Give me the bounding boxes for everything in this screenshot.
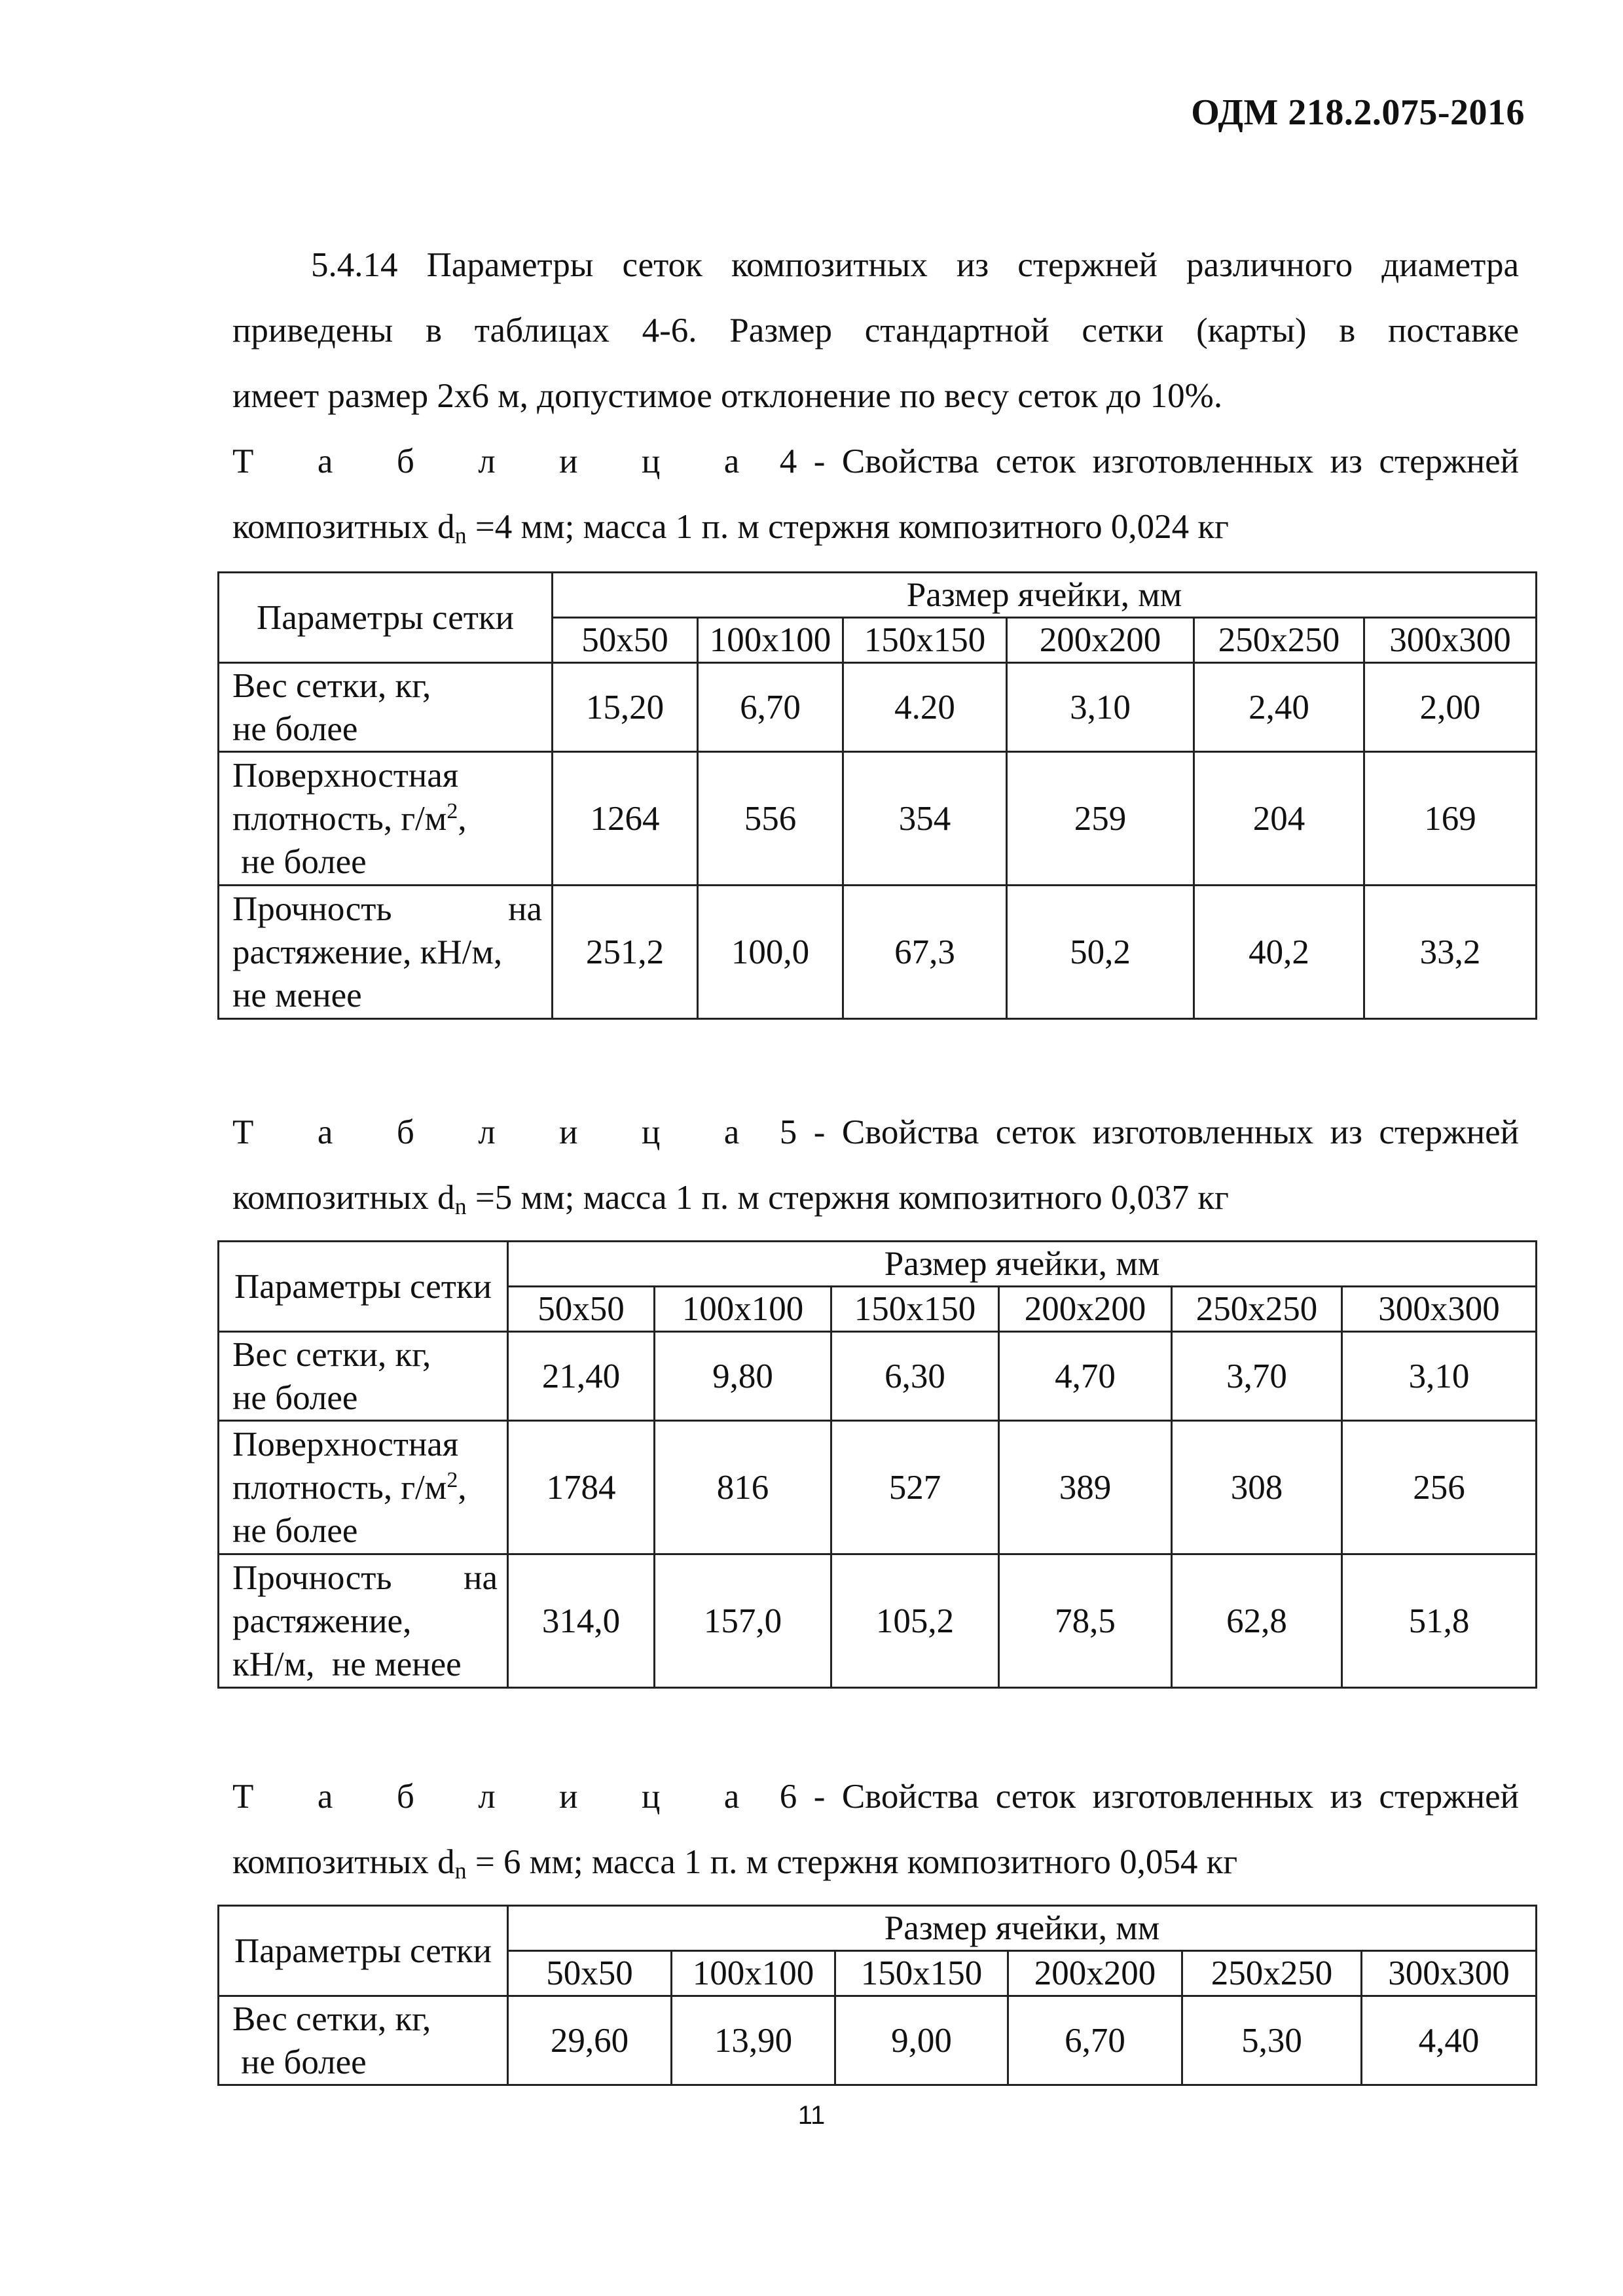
table-cell: 5,30 (1182, 1996, 1362, 2085)
table-6-col-header: 100х100 (672, 1951, 835, 1996)
table-cell: 6,30 (831, 1332, 999, 1421)
document-code: ОДМ 218.2.075-2016 (1191, 92, 1525, 133)
row-label: Вес сетки, кг, не более (219, 1332, 508, 1421)
table-4-col-header: 100х100 (698, 618, 843, 663)
table-cell: 527 (831, 1421, 999, 1554)
table-cell: 169 (1364, 752, 1537, 886)
table-cell: 251,2 (553, 886, 698, 1019)
table-cell: 1264 (553, 752, 698, 886)
table-cell: 4,70 (999, 1332, 1172, 1421)
table-cell: 2,40 (1194, 663, 1364, 752)
row-label: Вес сетки, кг, не более (219, 1996, 508, 2085)
table-cell: 29,60 (508, 1996, 672, 2085)
table-6-param-header: Параметры сетки (219, 1906, 508, 1996)
table-row (219, 1421, 1537, 1554)
table-cell: 354 (843, 752, 1007, 886)
page-number: 11 (797, 2101, 826, 2130)
row-label: Прочность на растяжение, кН/м, не менее (219, 886, 553, 1019)
table-6-caption-line-1: Т а б л и ц а 6 - Свойства сеток изготовленных из стержней (232, 1778, 1520, 1816)
table-5 (217, 1240, 1537, 1689)
table-6-col-header: 250х250 (1182, 1951, 1362, 1996)
table-4-caption-line-2: композитных $d_n =4$ мм; масса 1 п. м стержня композитного 0,024 кг (232, 508, 1229, 548)
table-cell: 67,3 (843, 886, 1007, 1019)
table-5-col-header: 250х250 (1172, 1287, 1342, 1332)
table-5-col-header: 200х200 (999, 1287, 1172, 1332)
table-6-size-header: Размер ячейки, мм (508, 1906, 1537, 1951)
table-cell: 1784 (508, 1421, 655, 1554)
table-cell: 3,10 (1342, 1332, 1537, 1421)
table-cell: 15,20 (553, 663, 698, 752)
table-cell: 314,0 (508, 1554, 655, 1688)
table-5-col-header: 100х100 (655, 1287, 831, 1332)
row-label: Вес сетки, кг, не более (219, 663, 553, 752)
table-5-col-header: 50х50 (508, 1287, 655, 1332)
table-cell: 204 (1194, 752, 1364, 886)
table-cell: 50,2 (1007, 886, 1194, 1019)
table-5-caption-line-1: Т а б л и ц а 5 - Свойства сеток изготовленных из стержней (232, 1113, 1520, 1151)
intro-line-1: 5.4.14 Параметры сеток композитных из стержней различного диаметра (311, 246, 1519, 284)
table-6-col-header: 300х300 (1362, 1951, 1537, 1996)
table-6-col-header: 50х50 (508, 1951, 672, 1996)
intro-line-3: имеет размер 2х6 м, допустимое отклонение по весу сеток до 10%. (232, 377, 1223, 415)
intro-paragraph (232, 232, 1519, 429)
table-4-caption-line-1: Т а б л и ц а 4 - Свойства сеток изготовленных из стержней (232, 442, 1520, 480)
table-cell: 3,10 (1007, 663, 1194, 752)
table-cell: 389 (999, 1421, 1172, 1554)
table-row (219, 663, 1537, 752)
table-cell: 100,0 (698, 886, 843, 1019)
table-4-param-header: Параметры сетки (219, 573, 553, 663)
table-cell: 21,40 (508, 1332, 655, 1421)
table-5-col-header: 300х300 (1342, 1287, 1537, 1332)
table-cell: 78,5 (999, 1554, 1172, 1688)
table-4 (217, 571, 1537, 1020)
table-4-col-header: 250х250 (1194, 618, 1364, 663)
intro-line-2: приведены в таблицах 4-6. Размер стандартной сетки (карты) в поставке (232, 312, 1519, 350)
table-cell: 13,90 (672, 1996, 835, 2085)
table-row (219, 752, 1537, 886)
table-5-caption-line-2: композитных $d_n =5$ мм; масса 1 п. м стержня композитного 0,037 кг (232, 1179, 1229, 1219)
table-6-col-header: 200х200 (1008, 1951, 1182, 1996)
table-row (219, 1996, 1537, 2085)
table-cell: 816 (655, 1421, 831, 1554)
table-4-col-header: 200х200 (1007, 618, 1194, 663)
table-cell: 256 (1342, 1421, 1537, 1554)
table-4-col-header: 150х150 (843, 618, 1007, 663)
table-6-header-row-1 (219, 1906, 1537, 1951)
table-cell: 4,40 (1362, 1996, 1537, 2085)
table-cell: 6,70 (698, 663, 843, 752)
table-6-col-header: 150х150 (835, 1951, 1008, 1996)
table-cell: 308 (1172, 1421, 1342, 1554)
table-cell: 3,70 (1172, 1332, 1342, 1421)
table-row (219, 1332, 1537, 1421)
table-cell: 4.20 (843, 663, 1007, 752)
table-cell: 2,00 (1364, 663, 1537, 752)
table-cell: 33,2 (1364, 886, 1537, 1019)
table-cell: 51,8 (1342, 1554, 1537, 1688)
table-cell: 6,70 (1008, 1996, 1182, 2085)
table-cell: 259 (1007, 752, 1194, 886)
table-5-col-header: 150х150 (831, 1287, 999, 1332)
table-cell: 9,80 (655, 1332, 831, 1421)
row-label: Прочность на растяжение, кН/м, не менее (219, 1554, 508, 1688)
table-5-caption (232, 1100, 1519, 1230)
table-6-caption-line-2: композитных $d_n = 6$ мм; масса 1 п. м стержня композитного 0,054 кг (232, 1843, 1238, 1884)
table-4-size-header: Размер ячейки, мм (553, 573, 1537, 618)
table-5-size-header: Размер ячейки, мм (508, 1242, 1537, 1287)
table-5-param-header: Параметры сетки (219, 1242, 508, 1332)
table-cell: 9,00 (835, 1996, 1008, 2085)
table-5-header-row-1 (219, 1242, 1537, 1287)
table-cell: 157,0 (655, 1554, 831, 1688)
table-4-col-header: 50х50 (553, 618, 698, 663)
table-cell: 40,2 (1194, 886, 1364, 1019)
table-row (219, 886, 1537, 1019)
table-row (219, 1554, 1537, 1688)
table-4-caption (232, 429, 1519, 560)
row-label: Поверхностная плотность, $г/м^2$, не более (219, 752, 553, 886)
table-6 (217, 1905, 1537, 2086)
row-label: Поверхностная плотность, $г/м^2$, не более (219, 1421, 508, 1554)
table-4-header-row-1 (219, 573, 1537, 618)
table-cell: 62,8 (1172, 1554, 1342, 1688)
table-4-col-header: 300х300 (1364, 618, 1537, 663)
table-cell: 556 (698, 752, 843, 886)
table-6-caption (232, 1764, 1519, 1895)
table-cell: 105,2 (831, 1554, 999, 1688)
